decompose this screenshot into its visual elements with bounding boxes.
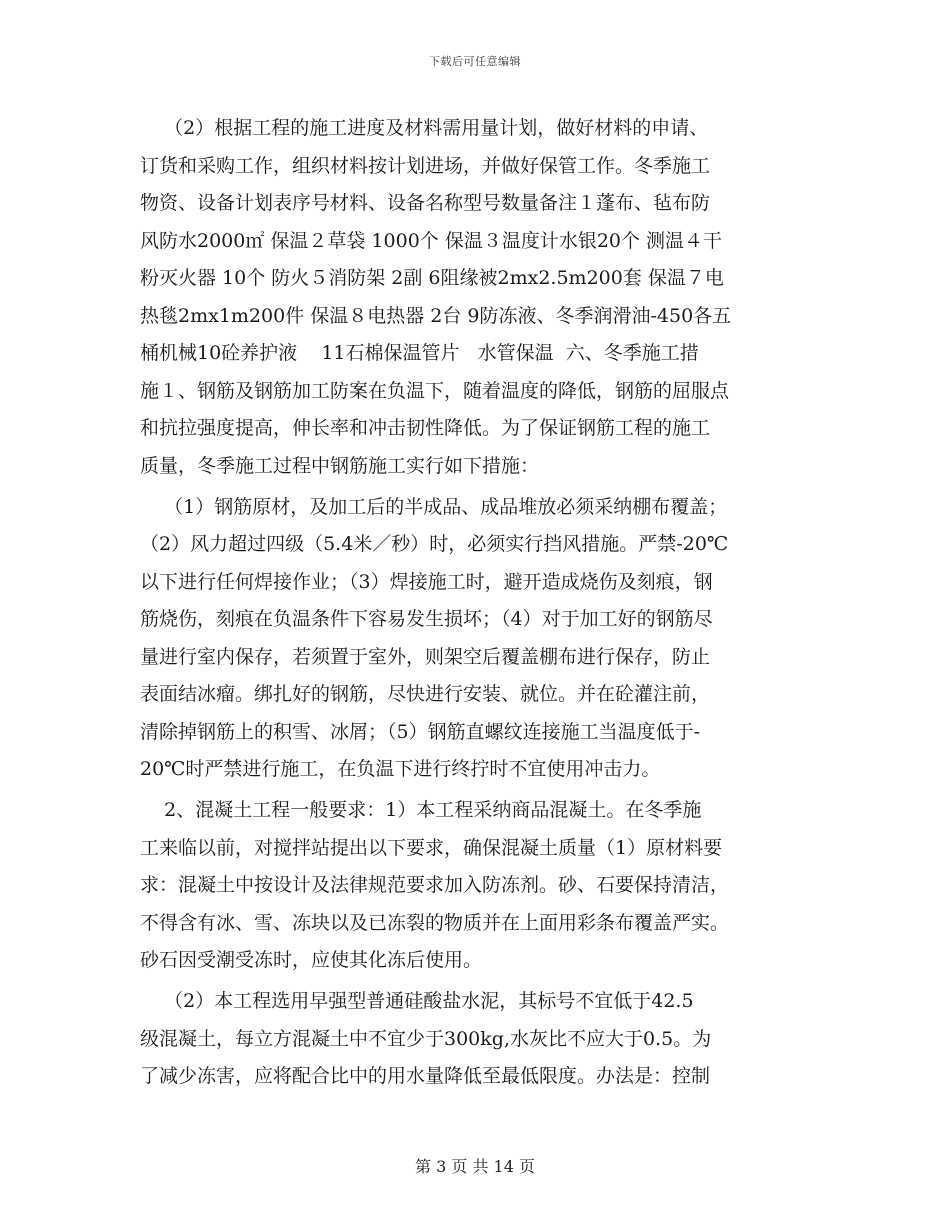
text-line: 级混凝土，每立方混凝土中不宜少于300kg,水灰比不应大于0.5。为	[140, 1027, 712, 1050]
text-line: （2）本工程选用早强型普通硅酸盐水泥，其标号不宜低于42.5	[140, 990, 694, 1012]
text-line: 20℃时严禁进行施工，在负温下进行终拧时不宜使用冲击力。	[140, 758, 661, 780]
text-line: 量进行室内保存，若须置于室外，则架空后覆盖棚布进行保存，防止	[140, 645, 711, 668]
text-line: 桶机械10砼养护液 11石棉保温管片 水管保温 六、冬季施工措	[140, 342, 699, 364]
text-line: 了减少冻害，应将配合比中的用水量降低至最低限度。办法是：控制	[140, 1065, 711, 1087]
text-line: 工来临以前，对搅拌站提出以下要求，确保混凝土质量（1）原材料要	[140, 836, 723, 859]
text-line: 以下进行任何焊接作业；（3）焊接施工时，避开造成烧伤及刻痕，钢	[140, 570, 713, 593]
text-line: （2）根据工程的施工进度及材料需用量计划，做好材料的申请、	[140, 117, 709, 139]
text-line: 物资、设备计划表序号材料、设备名称型号数量备注１蓬布、毡布防	[140, 192, 711, 214]
text-line: 清除掉钢筋上的积雪、冰屑；（5）钢筋直螺纹连接施工当温度低于-	[140, 720, 701, 743]
text-line: 不得含有冰、雪、冻块以及已冻裂的物质并在上面用彩条布覆盖严实。	[140, 911, 730, 934]
body-text	[140, 110, 810, 1096]
text-line: 2、混凝土工程一般要求：1）本工程采纳商品混凝土。在冬季施	[140, 799, 702, 821]
text-line: 和抗拉强度提高，伸长率和冲击韧性降低。为了保证钢筋工程的施工	[140, 417, 711, 439]
text-line: （2）风力超过四级（5.4米／秒）时，必须实行挡风措施。严禁-20℃	[140, 533, 729, 555]
text-line: 求：混凝土中按设计及法律规范要求加入防冻剂。砂、石要保持清洁，	[140, 874, 730, 896]
page-number: 第 3 页 共 14 页	[415, 1157, 535, 1176]
text-line: 质量，冬季施工过程中钢筋施工实行如下措施：	[140, 454, 540, 477]
text-line: 筋烧伤，刻痕在负温条件下容易发生损坏；（4）对于加工好的钢筋尽	[140, 608, 713, 630]
text-line: （1）钢筋原材，及加工后的半成品、成品堆放必须采纳棚布覆盖；	[140, 495, 728, 518]
text-line: 砂石因受潮受冻时，应使其化冻后使用。	[140, 949, 483, 971]
text-line: 粉灭火器 10个 防火５消防架 2副 6阻缘被2mx2.5m200套 保温７电	[140, 267, 724, 289]
text-line: 热毯2mx1m200件 保温８电热器 2台 9防冻液、冬季润滑油-450各五	[140, 304, 732, 327]
text-line: 表面结冰瘤。绑扎好的钢筋，尽快进行安装、就位。并在砼灌注前，	[140, 683, 711, 705]
text-line: 风防水2000㎡ 保温２草袋 1000个 保温３温度计水银20个 测温４干	[140, 229, 723, 252]
text-line: 施１、钢筋及钢筋加工防案在负温下，随着温度的降低，钢筋的屈服点	[140, 379, 730, 402]
page-header: 下载后可任意编辑	[429, 55, 521, 68]
text-line: 订货和采购工作，组织材料按计划进场，并做好保管工作。冬季施工	[140, 154, 711, 177]
